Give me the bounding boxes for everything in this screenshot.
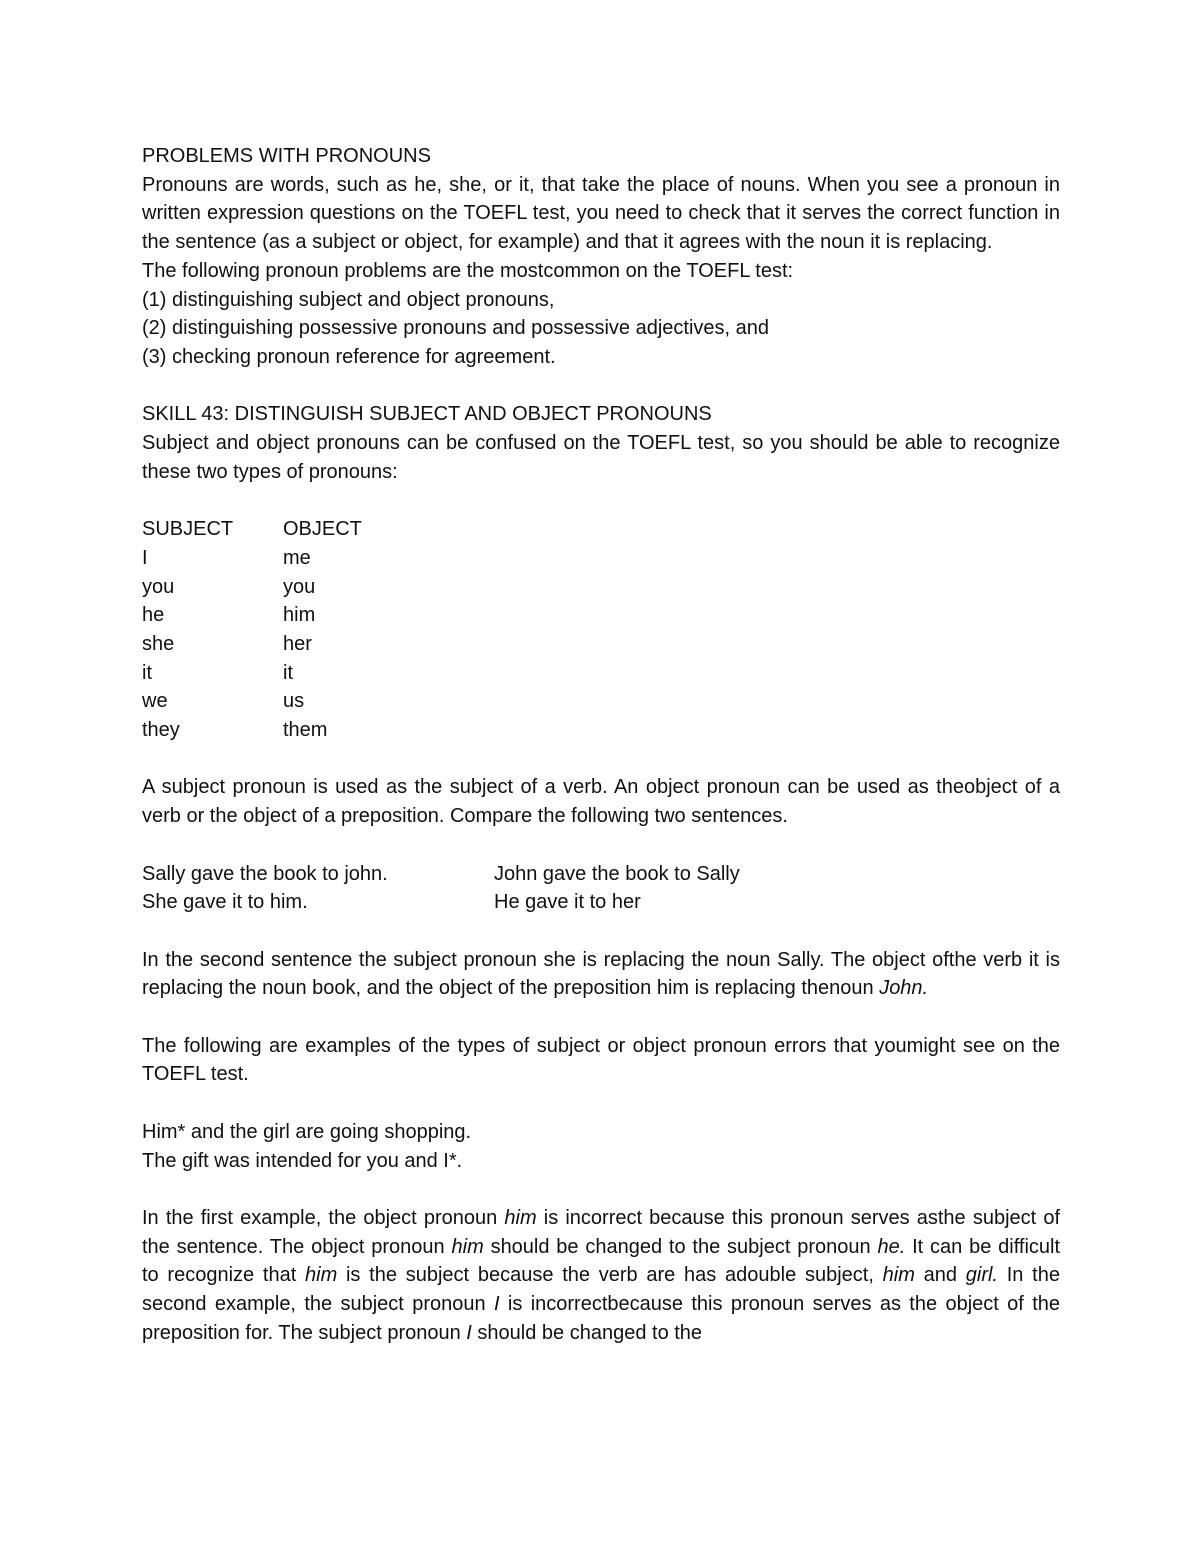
problem-item: (3) checking pronoun reference for agreement.	[142, 345, 556, 368]
table-header-object: OBJECT	[283, 518, 362, 541]
table-cell-subject: we	[142, 690, 168, 713]
problem-item: (2) distinguishing possessive pronouns and possessive adjectives, and	[142, 317, 770, 340]
example-left: She gave it to him.	[142, 891, 308, 914]
table-cell-subject: they	[142, 719, 180, 742]
table-row	[142, 630, 1060, 659]
error-example: Him* and the girl are going shopping.	[142, 1120, 472, 1143]
table-cell-object: them	[283, 719, 328, 742]
pronoun-table	[142, 515, 1060, 745]
errors-intro-paragraph: The following are examples of the types of subject or object pronoun errors that youmight see on the TOEFL test.	[142, 1034, 1060, 1086]
example-row	[142, 888, 1060, 917]
table-cell-subject: it	[142, 661, 152, 684]
table-header-row	[142, 515, 1060, 544]
error-example: The gift was intended for you and I*.	[142, 1149, 463, 1172]
example-left: Sally gave the book to john.	[142, 862, 388, 885]
usage-paragraph: A subject pronoun is used as the subject of a verb. An object pronoun can be used as theobject of a verb or the object of a preposition. Compare the following two sentences.	[142, 776, 1060, 828]
table-row	[142, 601, 1060, 630]
example-right: He gave it to her	[494, 891, 641, 914]
table-row	[142, 687, 1060, 716]
example-row	[142, 860, 1060, 889]
table-header-subject: SUBJECT	[142, 518, 234, 541]
table-cell-object: her	[283, 632, 312, 655]
intro-paragraph: Pronouns are words, such as he, she, or it, that take the place of nouns. When you see a pronoun in written expression questions on the TOEFL test, you need to check that it serves the correct function in the sentence (as a subject or object, for example) and that it agrees with the noun it is replacing.	[142, 173, 1060, 254]
table-row	[142, 659, 1060, 688]
final-paragraph: In the first example, the object pronoun him is incorrect because this pronoun serves asthe subject of the sentence. The object pronoun him should be changed to the subject pronoun he. It can be difficult to recognize that him is the subject because the verb are has adouble subject, him and girl. In the second example, the subject pronoun I is incorrectbecause this pronoun serves as the object of the preposition for. The subject pronoun I should be changed to the	[142, 1206, 1061, 1344]
document-page	[142, 142, 1060, 1347]
table-row	[142, 573, 1060, 602]
table-cell-subject: you	[142, 575, 175, 598]
table-cell-subject: he	[142, 604, 165, 627]
table-cell-object: it	[283, 661, 293, 684]
table-cell-object: you	[283, 575, 316, 598]
table-cell-object: me	[283, 546, 311, 569]
table-cell-object: us	[283, 690, 305, 713]
problem-item: (1) distinguishing subject and object pronouns,	[142, 288, 555, 311]
table-row	[142, 544, 1060, 573]
table-row	[142, 716, 1060, 745]
example-right: John gave the book to Sally	[494, 862, 740, 885]
table-cell-object: him	[283, 604, 316, 627]
skill-intro: Subject and object pronouns can be confused on the TOEFL test, so you should be able to recognize these two types of pronouns:	[142, 432, 1060, 483]
table-cell-subject: I	[142, 546, 148, 569]
explanation-italic-noun: John.	[879, 977, 929, 1000]
explanation-paragraph: In the second sentence the subject pronoun she is replacing the noun Sally. The object ofthe verb it is replacing the noun book, and the object of the preposition him is replacing thenoun John.	[142, 948, 1060, 1000]
problems-intro: The following pronoun problems are the mostcommon on the TOEFL test:	[142, 259, 794, 282]
skill-heading: SKILL 43: DISTINGUISH SUBJECT AND OBJECT PRONOUNS	[142, 403, 712, 426]
table-cell-subject: she	[142, 632, 175, 655]
page-title: PROBLEMS WITH PRONOUNS	[142, 145, 431, 167]
